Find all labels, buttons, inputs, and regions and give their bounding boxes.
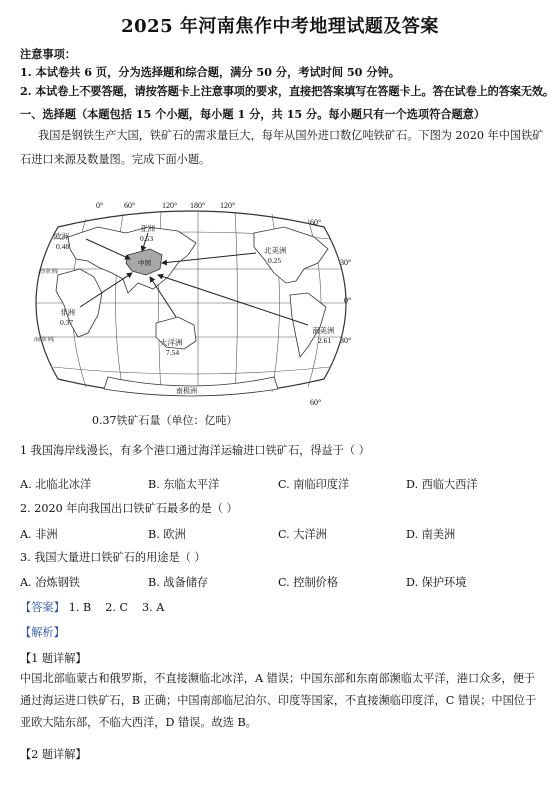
answer-3: 3. A bbox=[142, 601, 165, 614]
notice-heading: 注意事项： bbox=[20, 47, 76, 61]
detail-1-text bbox=[20, 668, 546, 734]
question-3-stem: 3. 我国大量进口铁矿石的用途是（ ） bbox=[20, 551, 206, 564]
question-2-stem: 2. 2020 年向我国出口铁矿石最多的是（ ） bbox=[20, 502, 238, 515]
region-south-america: 南美洲 bbox=[312, 326, 335, 335]
value-africa: 0.37 bbox=[60, 318, 74, 327]
section-heading: 一、选择题（本题包括 15 个小题，每小题 1 分，共 15 分。每小题只有一个选项符合题意） bbox=[20, 107, 486, 121]
answer-2: 2. C bbox=[105, 601, 129, 614]
answer-label: 【答案】 bbox=[20, 601, 65, 614]
answer-line bbox=[20, 599, 178, 615]
lat-label-30n: 30° bbox=[340, 258, 352, 267]
q3-option-d[interactable]: D. 保护环境 bbox=[406, 576, 467, 589]
notice-item-1: 1. 本试卷共 6 页，分为选择题和综合题，满分 50 分，考试时间 50 分钟。 bbox=[20, 65, 400, 79]
analysis-label: 【解析】 bbox=[20, 626, 65, 639]
q2-option-a[interactable]: A. 非洲 bbox=[20, 528, 58, 541]
lat-label-0: 0° bbox=[344, 296, 352, 305]
answer-1: 1. B bbox=[68, 601, 92, 614]
value-asia: 0.53 bbox=[140, 234, 154, 243]
lon-label-120e: 120° bbox=[162, 201, 178, 210]
antarctica-label: 南极洲 bbox=[176, 388, 197, 395]
world-map-figure bbox=[28, 197, 354, 409]
value-oceania: 7.54 bbox=[166, 348, 180, 357]
lat-label-30s: 30° bbox=[340, 336, 352, 345]
q2-option-d[interactable]: D. 南美洲 bbox=[406, 528, 456, 541]
lon-label-120w: 120° bbox=[220, 201, 236, 210]
region-north-america: 北美洲 bbox=[264, 246, 287, 255]
china-label: 中国 bbox=[138, 260, 151, 267]
value-south-america: 2.61 bbox=[318, 336, 332, 345]
q2-option-c[interactable]: C. 大洋洲 bbox=[278, 528, 327, 541]
detail-1-paragraph: 中国北部临蒙古和俄罗斯，不直接濒临北冰洋，A 错误；中国东部和东南部濒临太平洋，港口众多，便于通过海运进口铁矿石，B 正确；中国南部临尼泊尔、印度等国家，不直接濒临印度洋，C 错误；中国位于亚欧大陆东部，不临大西洋，D 错误。故选 B。 bbox=[20, 672, 537, 729]
intro-line-2: 石进口来源及数量图。完成下面小题。 bbox=[20, 153, 211, 166]
tropic-capricorn-label: 南回归线 bbox=[34, 337, 55, 343]
map-legend: 0.37铁矿石量（单位：亿吨） bbox=[92, 414, 238, 427]
detail-1-label: 【1 题详解】 bbox=[20, 652, 87, 665]
q3-option-b[interactable]: B. 战备储存 bbox=[148, 576, 209, 589]
q1-option-c[interactable]: C. 南临印度洋 bbox=[278, 478, 350, 491]
exam-title: 2025 年河南焦作中考地理试题及答案 bbox=[121, 16, 439, 37]
value-europe: 0.48 bbox=[56, 242, 70, 251]
lon-label-60: 60° bbox=[124, 201, 136, 210]
value-north-america: 0.25 bbox=[268, 256, 282, 265]
region-africa: 非洲 bbox=[60, 308, 75, 317]
detail-2-label: 【2 题详解】 bbox=[20, 748, 87, 761]
question-1-stem: 1 我国海岸线漫长，有多个港口通过海洋运输进口铁矿石，得益于（ ） bbox=[20, 444, 370, 457]
q3-option-a[interactable]: A. 冶炼钢铁 bbox=[20, 576, 80, 589]
intro-line-1: 我国是钢铁生产大国，铁矿石的需求量巨大，每年从国外进口数亿吨铁矿石。下图为 2020 年中国铁矿 bbox=[38, 129, 544, 142]
region-europe: 欧洲 bbox=[54, 232, 69, 241]
lat-label-60n: 60° bbox=[310, 218, 322, 227]
q3-option-c[interactable]: C. 控制价格 bbox=[278, 576, 339, 589]
notice-item-2: 2. 本试卷上不要答题，请按答题卡上注意事项的要求，直接把答案填写在答题卡上。答在试卷上的答案无效。 bbox=[20, 84, 554, 98]
region-oceania: 大洋洲 bbox=[160, 338, 183, 347]
region-asia: 亚洲 bbox=[140, 224, 155, 233]
q1-option-d[interactable]: D. 西临大西洋 bbox=[406, 478, 478, 491]
lon-label-0: 0° bbox=[96, 201, 104, 210]
tropic-cancer-label: 北回归线 bbox=[38, 269, 59, 275]
q1-option-b[interactable]: B. 东临太平洋 bbox=[148, 478, 220, 491]
lon-label-180: 180° bbox=[190, 201, 206, 210]
lat-label-60s: 60° bbox=[310, 398, 322, 407]
q1-option-a[interactable]: A. 北临北冰洋 bbox=[20, 478, 92, 491]
q2-option-b[interactable]: B. 欧洲 bbox=[148, 528, 186, 541]
